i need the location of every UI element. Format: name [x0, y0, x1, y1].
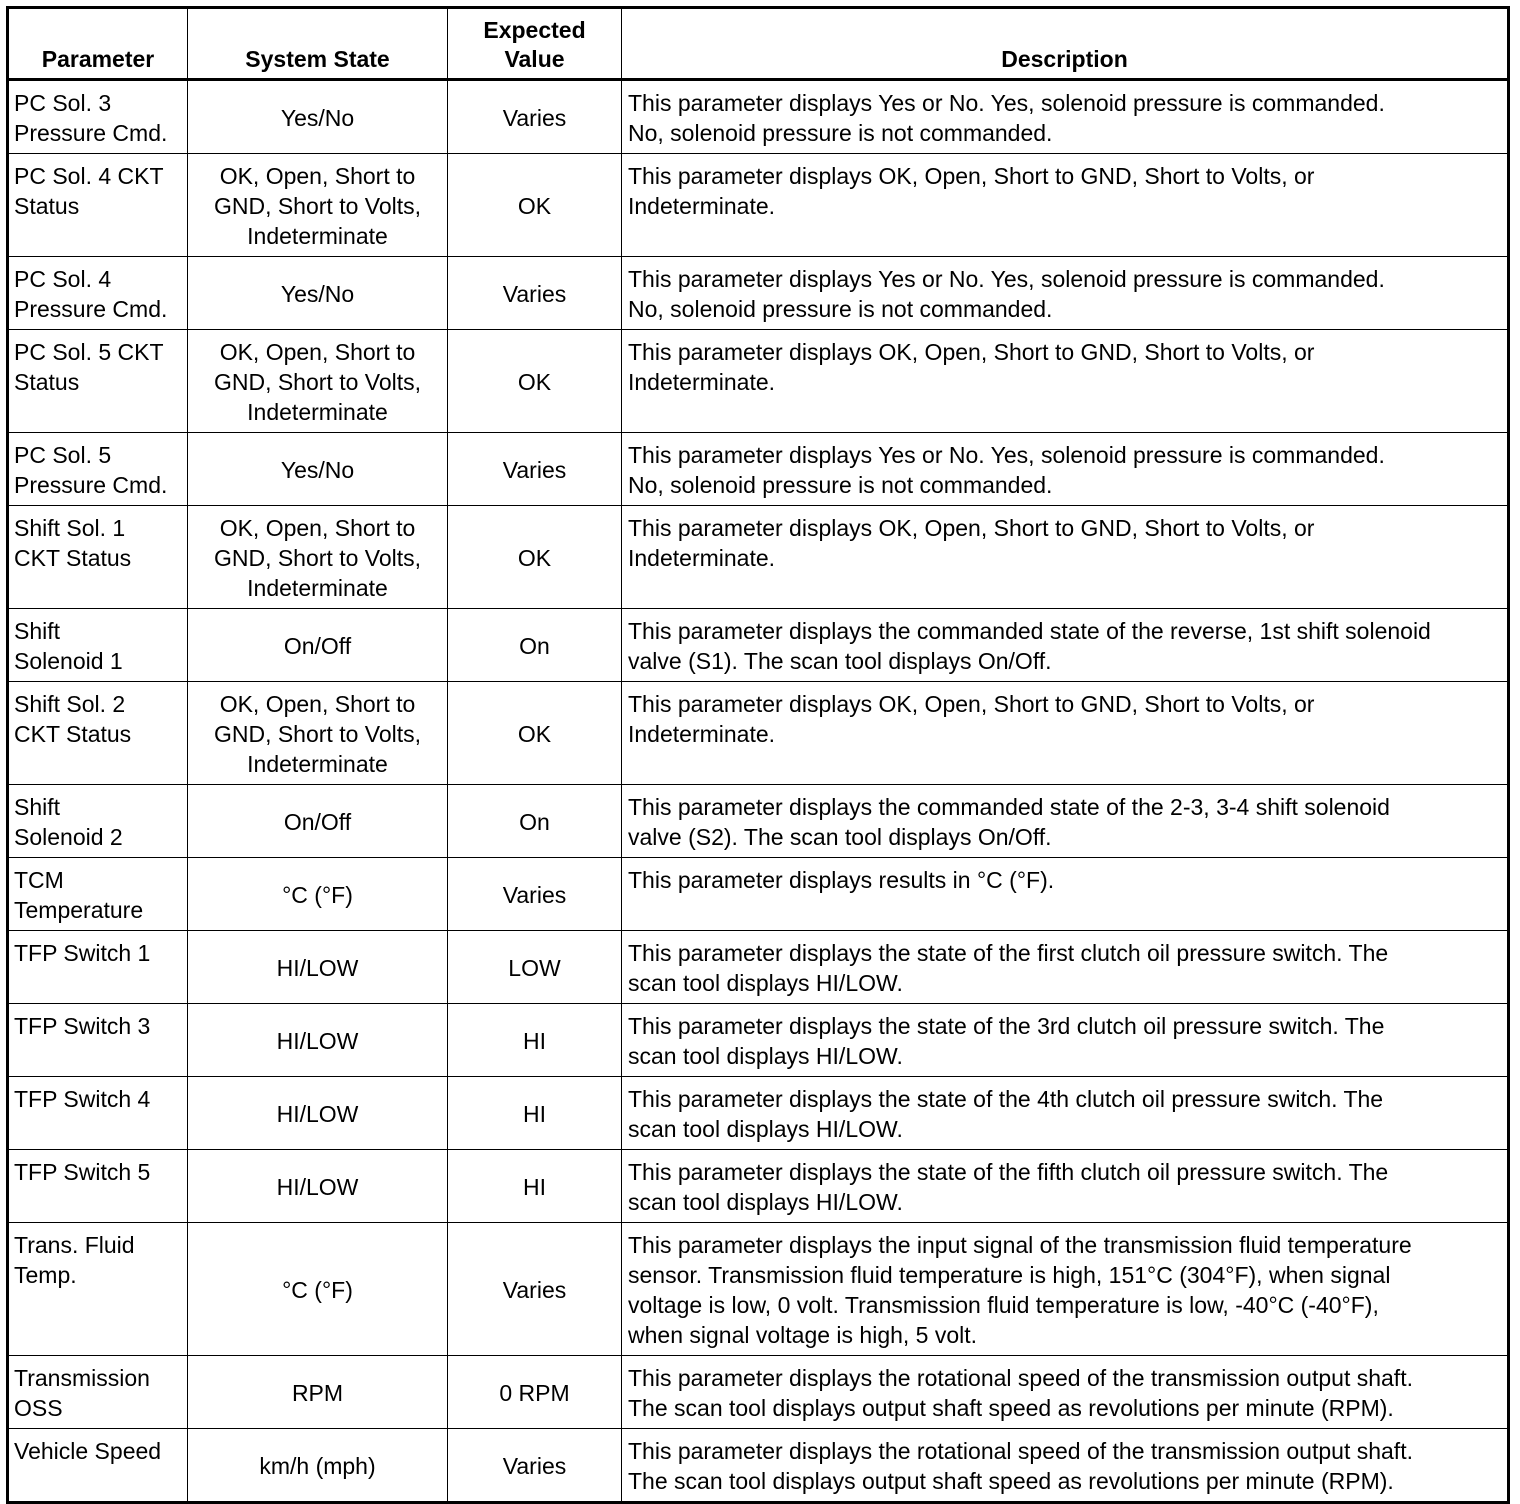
table-row — [8, 1356, 1509, 1429]
cell-system-state-line: GND, Short to Volts, — [213, 369, 422, 395]
cell-system-state — [188, 80, 448, 154]
cell-parameter — [8, 1356, 188, 1429]
cell-system-state-line: HI/LOW — [276, 1101, 359, 1127]
cell-parameter-line: Solenoid 1 — [14, 648, 123, 674]
cell-system-state-line: °C (°F) — [282, 1277, 353, 1303]
cell-parameter — [8, 609, 188, 682]
table-row — [8, 433, 1509, 506]
cell-description-line: scan tool displays HI/LOW. — [628, 970, 903, 996]
cell-parameter — [8, 1077, 188, 1150]
table-row — [8, 858, 1509, 931]
cell-system-state — [188, 154, 448, 257]
cell-system-state — [188, 1429, 448, 1503]
cell-system-state-line: Yes/No — [280, 105, 355, 131]
cell-description — [622, 80, 1509, 154]
cell-expected-value: On — [448, 785, 622, 858]
cell-parameter-line: Shift Sol. 1 — [14, 515, 126, 541]
table-row — [8, 330, 1509, 433]
cell-description — [622, 154, 1509, 257]
cell-system-state — [188, 1356, 448, 1429]
cell-system-state — [188, 1077, 448, 1150]
cell-description — [622, 931, 1509, 1004]
cell-description-line: This parameter displays the state of the 3rd clutch oil pressure switch. The — [628, 1013, 1385, 1039]
cell-system-state-line: Indeterminate — [247, 399, 388, 425]
cell-system-state — [188, 682, 448, 785]
cell-system-state-line: HI/LOW — [276, 1174, 359, 1200]
cell-system-state — [188, 1223, 448, 1356]
cell-expected-value: On — [448, 609, 622, 682]
cell-description-line: No, solenoid pressure is not commanded. — [628, 472, 1053, 498]
cell-parameter — [8, 858, 188, 931]
cell-parameter-line: CKT Status — [14, 721, 132, 747]
cell-parameter-line: Shift Sol. 2 — [14, 691, 126, 717]
table-row — [8, 1004, 1509, 1077]
cell-description-line: This parameter displays Yes or No. Yes, solenoid pressure is commanded. — [628, 266, 1385, 292]
cell-expected-value: HI — [448, 1004, 622, 1077]
cell-parameter — [8, 682, 188, 785]
cell-parameter — [8, 1223, 188, 1356]
cell-system-state-line: On/Off — [283, 633, 352, 659]
cell-description-line: This parameter displays OK, Open, Short to GND, Short to Volts, or — [628, 163, 1315, 189]
cell-description — [622, 682, 1509, 785]
cell-system-state-line: OK, Open, Short to — [219, 163, 416, 189]
cell-system-state — [188, 330, 448, 433]
cell-system-state — [188, 609, 448, 682]
cell-description-line: This parameter displays the state of the 4th clutch oil pressure switch. The — [628, 1086, 1384, 1112]
parameter-table — [6, 6, 1510, 1504]
cell-description-line: sensor. Transmission fluid temperature is high, 151°C (304°F), when signal — [628, 1262, 1391, 1288]
cell-system-state — [188, 506, 448, 609]
table-row — [8, 931, 1509, 1004]
table-row — [8, 1150, 1509, 1223]
table-row — [8, 1429, 1509, 1503]
cell-parameter-line: PC Sol. 3 — [14, 90, 112, 116]
cell-parameter — [8, 506, 188, 609]
cell-parameter-line: TFP Switch 3 — [14, 1013, 151, 1039]
cell-parameter-line: TCM — [14, 867, 64, 893]
cell-expected-value: Varies — [448, 858, 622, 931]
header-system-state: System State — [188, 8, 448, 80]
cell-expected-value: HI — [448, 1150, 622, 1223]
cell-description — [622, 1077, 1509, 1150]
cell-description — [622, 1429, 1509, 1503]
cell-parameter-line: TFP Switch 5 — [14, 1159, 151, 1185]
table-row — [8, 609, 1509, 682]
cell-description-line: Indeterminate. — [628, 545, 776, 571]
cell-description-line: This parameter displays results in °C (°F). — [628, 867, 1055, 893]
cell-parameter — [8, 785, 188, 858]
cell-parameter-line: PC Sol. 5 CKT — [14, 339, 164, 365]
cell-expected-value: OK — [448, 506, 622, 609]
cell-parameter-line: PC Sol. 4 — [14, 266, 112, 292]
table-row — [8, 1223, 1509, 1356]
cell-parameter — [8, 1429, 188, 1503]
cell-parameter — [8, 80, 188, 154]
cell-expected-value: Varies — [448, 80, 622, 154]
cell-parameter-line: TFP Switch 1 — [14, 940, 151, 966]
cell-system-state — [188, 931, 448, 1004]
table-row — [8, 785, 1509, 858]
cell-parameter-line: Temp. — [14, 1262, 77, 1288]
cell-description-line: Indeterminate. — [628, 193, 776, 219]
cell-description-line: This parameter displays OK, Open, Short to GND, Short to Volts, or — [628, 515, 1315, 541]
cell-description-line: when signal voltage is high, 5 volt. — [628, 1322, 978, 1348]
header-parameter: Parameter — [8, 8, 188, 80]
cell-description-line: This parameter displays Yes or No. Yes, solenoid pressure is commanded. — [628, 90, 1385, 116]
cell-system-state-line: Yes/No — [280, 457, 355, 483]
cell-parameter — [8, 330, 188, 433]
cell-expected-value: OK — [448, 330, 622, 433]
cell-system-state-line: km/h (mph) — [259, 1453, 376, 1479]
cell-description-line: voltage is low, 0 volt. Transmission fluid temperature is low, -40°C (-40°F), — [628, 1292, 1379, 1318]
cell-description-line: No, solenoid pressure is not commanded. — [628, 120, 1053, 146]
cell-system-state-line: °C (°F) — [282, 882, 353, 908]
cell-system-state-line: GND, Short to Volts, — [213, 193, 422, 219]
cell-description-line: This parameter displays the state of the first clutch oil pressure switch. The — [628, 940, 1389, 966]
cell-description-line: The scan tool displays output shaft speed as revolutions per minute (RPM). — [628, 1395, 1394, 1421]
cell-system-state — [188, 1004, 448, 1077]
cell-system-state-line: RPM — [291, 1380, 344, 1406]
cell-description-line: This parameter displays the commanded state of the reverse, 1st shift solenoid — [628, 618, 1431, 644]
cell-system-state-line: Yes/No — [280, 281, 355, 307]
cell-system-state-line: Indeterminate — [247, 223, 388, 249]
cell-description — [622, 1150, 1509, 1223]
cell-expected-value: LOW — [448, 931, 622, 1004]
cell-parameter-line: OSS — [14, 1395, 63, 1421]
cell-description-line: No, solenoid pressure is not commanded. — [628, 296, 1053, 322]
cell-description-line: This parameter displays the rotational speed of the transmission output shaft. — [628, 1438, 1413, 1464]
cell-parameter-line: Shift — [14, 794, 61, 820]
cell-system-state-line: GND, Short to Volts, — [213, 545, 422, 571]
cell-description-line: This parameter displays OK, Open, Short to GND, Short to Volts, or — [628, 339, 1315, 365]
cell-description — [622, 330, 1509, 433]
table-row — [8, 257, 1509, 330]
cell-parameter-line: Temperature — [14, 897, 144, 923]
cell-system-state-line: GND, Short to Volts, — [213, 721, 422, 747]
table-row — [8, 506, 1509, 609]
cell-system-state-line: HI/LOW — [276, 955, 359, 981]
cell-description — [622, 1356, 1509, 1429]
cell-parameter — [8, 154, 188, 257]
cell-parameter-line: Trans. Fluid — [14, 1232, 135, 1258]
header-expected-value — [448, 8, 622, 80]
cell-expected-value: Varies — [448, 1223, 622, 1356]
cell-expected-value: OK — [448, 154, 622, 257]
cell-parameter-line: Shift — [14, 618, 61, 644]
cell-expected-value: Varies — [448, 433, 622, 506]
cell-description — [622, 506, 1509, 609]
cell-parameter-line: PC Sol. 5 — [14, 442, 112, 468]
table-row — [8, 1077, 1509, 1150]
cell-expected-value: Varies — [448, 1429, 622, 1503]
cell-parameter — [8, 1150, 188, 1223]
header-expected-value-line: Value — [504, 46, 565, 72]
table-body — [8, 80, 1509, 1503]
cell-description-line: Indeterminate. — [628, 721, 776, 747]
cell-parameter-line: Status — [14, 369, 80, 395]
cell-system-state-line: Indeterminate — [247, 751, 388, 777]
cell-system-state-line: HI/LOW — [276, 1028, 359, 1054]
cell-description — [622, 433, 1509, 506]
cell-parameter-line: Pressure Cmd. — [14, 296, 168, 322]
cell-parameter-line: CKT Status — [14, 545, 132, 571]
cell-system-state-line: On/Off — [283, 809, 352, 835]
cell-system-state — [188, 785, 448, 858]
cell-parameter-line: Vehicle Speed — [14, 1438, 162, 1464]
cell-system-state-line: Indeterminate — [247, 575, 388, 601]
cell-description — [622, 1004, 1509, 1077]
cell-parameter-line: TFP Switch 4 — [14, 1086, 151, 1112]
cell-system-state — [188, 1150, 448, 1223]
cell-description-line: Indeterminate. — [628, 369, 776, 395]
cell-description-line: The scan tool displays output shaft speed as revolutions per minute (RPM). — [628, 1468, 1394, 1494]
cell-expected-value: 0 RPM — [448, 1356, 622, 1429]
cell-description — [622, 257, 1509, 330]
cell-description-line: valve (S2). The scan tool displays On/Off. — [628, 824, 1052, 850]
cell-expected-value: Varies — [448, 257, 622, 330]
cell-description — [622, 858, 1509, 931]
cell-parameter-line: Status — [14, 193, 80, 219]
cell-parameter — [8, 257, 188, 330]
cell-expected-value: HI — [448, 1077, 622, 1150]
cell-expected-value: OK — [448, 682, 622, 785]
header-description: Description — [622, 8, 1509, 80]
cell-description-line: This parameter displays OK, Open, Short to GND, Short to Volts, or — [628, 691, 1315, 717]
cell-parameter — [8, 931, 188, 1004]
cell-description — [622, 1223, 1509, 1356]
cell-description-line: valve (S1). The scan tool displays On/Off. — [628, 648, 1052, 674]
cell-system-state-line: OK, Open, Short to — [219, 339, 416, 365]
table-row — [8, 154, 1509, 257]
cell-description-line: This parameter displays the rotational speed of the transmission output shaft. — [628, 1365, 1413, 1391]
cell-parameter-line: Solenoid 2 — [14, 824, 123, 850]
cell-parameter — [8, 1004, 188, 1077]
cell-description-line: This parameter displays the commanded state of the 2-3, 3-4 shift solenoid — [628, 794, 1390, 820]
cell-parameter-line: Pressure Cmd. — [14, 472, 168, 498]
cell-description-line: scan tool displays HI/LOW. — [628, 1043, 903, 1069]
cell-description-line: This parameter displays Yes or No. Yes, solenoid pressure is commanded. — [628, 442, 1385, 468]
table-row — [8, 80, 1509, 154]
cell-description-line: scan tool displays HI/LOW. — [628, 1116, 903, 1142]
header-row — [8, 8, 1509, 80]
cell-system-state — [188, 858, 448, 931]
cell-system-state — [188, 433, 448, 506]
cell-description — [622, 609, 1509, 682]
cell-description-line: This parameter displays the state of the fifth clutch oil pressure switch. The — [628, 1159, 1389, 1185]
cell-description-line: scan tool displays HI/LOW. — [628, 1189, 903, 1215]
cell-description — [622, 785, 1509, 858]
cell-system-state-line: OK, Open, Short to — [219, 515, 416, 541]
cell-parameter-line: Pressure Cmd. — [14, 120, 168, 146]
table-row — [8, 682, 1509, 785]
cell-parameter-line: Transmission — [14, 1365, 150, 1391]
cell-parameter — [8, 433, 188, 506]
header-expected-value-line: Expected — [483, 17, 586, 43]
cell-system-state-line: OK, Open, Short to — [219, 691, 416, 717]
cell-system-state — [188, 257, 448, 330]
table-header — [8, 8, 1509, 80]
cell-parameter-line: PC Sol. 4 CKT — [14, 163, 164, 189]
cell-description-line: This parameter displays the input signal of the transmission fluid temperature — [628, 1232, 1412, 1258]
